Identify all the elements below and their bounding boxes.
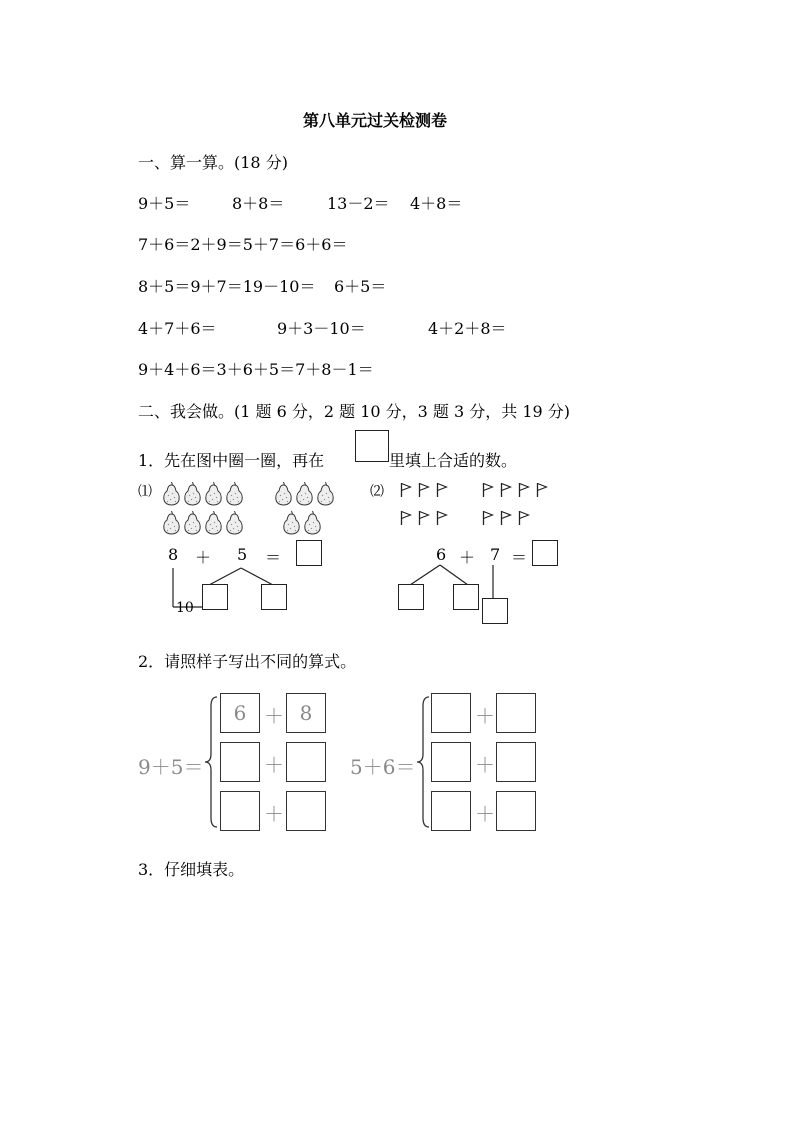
section1-heading: 一、算一算。(18 分) — [138, 153, 288, 172]
part2-split-box-1[interactable] — [398, 584, 424, 610]
problem: 4＋2＋8＝ — [428, 319, 507, 338]
pear-icon — [162, 481, 181, 506]
problem: 4＋8＝ — [410, 194, 463, 213]
flag-icon — [418, 510, 430, 526]
plus-sign: ＋ — [475, 753, 495, 777]
q2-right-row2-box-a[interactable] — [431, 742, 471, 782]
problem-row: 7＋6＝2＋9＝5＋7＝6＋6＝ — [138, 235, 348, 254]
pear-icon — [183, 510, 202, 535]
page-title: 第八单元过关检测卷 — [303, 111, 448, 130]
part2-split-box-2[interactable] — [453, 584, 479, 610]
problem: 9＋5＝ — [138, 194, 191, 213]
section2-heading: 二、我会做。(1 题 6 分，2 题 10 分，3 题 3 分，共 19 分) — [138, 402, 571, 421]
plus-sign: ＋ — [264, 753, 284, 777]
flag-icon — [418, 482, 430, 498]
q2-right-row2-box-b[interactable] — [496, 742, 536, 782]
flag-icon — [518, 482, 530, 498]
pear-icon — [282, 510, 301, 535]
q2-right-row1-box-a[interactable] — [431, 693, 471, 733]
q2-left-row1-box-a: 6 — [220, 693, 260, 733]
problem: 8＋8＝ — [232, 194, 285, 213]
part2-addend-a: 6 — [436, 545, 447, 564]
pear-icon — [225, 481, 244, 506]
problem: 6＋5＝ — [334, 277, 387, 296]
part1-addend-b: 5 — [237, 545, 248, 564]
flag-icon — [436, 482, 448, 498]
part1-operator: ＋ — [195, 548, 212, 567]
pear-icon — [295, 481, 314, 506]
q2-left-expression: 9＋5＝ — [138, 755, 204, 779]
pear-icon — [204, 510, 223, 535]
part2-split-box-3[interactable] — [482, 598, 508, 624]
q2-left-row3-box-b[interactable] — [286, 791, 326, 831]
problem: 13－2＝ — [327, 194, 390, 213]
flag-icon — [500, 510, 512, 526]
problem: 4＋7＋6＝ — [138, 319, 217, 338]
plus-sign: ＋ — [264, 704, 284, 728]
left-brace-icon — [203, 694, 221, 830]
flag-icon — [482, 482, 494, 498]
pear-icon — [183, 481, 202, 506]
plus-sign: ＋ — [264, 802, 284, 826]
problem-row: 9＋4＋6＝3＋6＋5＝7＋8－1＝ — [138, 360, 374, 379]
part1-split-box-2[interactable] — [261, 584, 287, 610]
flag-icon — [518, 510, 530, 526]
q2-right-row3-box-b[interactable] — [496, 791, 536, 831]
part1-addend-a: 8 — [168, 545, 179, 564]
flag-icon — [536, 482, 548, 498]
pear-icon — [303, 510, 322, 535]
flag-icon — [400, 482, 412, 498]
part2-operator: ＋ — [459, 548, 476, 567]
q2-left-row2-box-a[interactable] — [220, 742, 260, 782]
q2-right-expression: 5＋6＝ — [350, 755, 416, 779]
plus-sign: ＋ — [475, 704, 495, 728]
pear-icon — [274, 481, 293, 506]
part2-answer-box[interactable] — [532, 540, 558, 566]
problem-row: 8＋5＝9＋7＝19－10＝ — [138, 277, 316, 296]
flag-icon — [482, 510, 494, 526]
q1-text-after: 里填上合适的数。 — [389, 451, 518, 470]
pear-icon — [225, 510, 244, 535]
part1-split-box-1[interactable] — [202, 584, 228, 610]
problem: 9＋3－10＝ — [277, 319, 366, 338]
q1-text-before: 1．先在图中圈一圈，再在 — [138, 451, 325, 470]
plus-sign: ＋ — [475, 802, 495, 826]
part1-equals: ＝ — [265, 548, 282, 567]
flag-icon — [436, 510, 448, 526]
q2-left-row1-box-b: 8 — [286, 693, 326, 733]
pear-icon — [162, 510, 181, 535]
part1-label: ⑴ — [138, 484, 152, 500]
pear-icon — [316, 481, 335, 506]
part2-label: ⑵ — [370, 484, 384, 500]
part1-split-given: 10 — [176, 600, 194, 616]
q2-left-row2-box-b[interactable] — [286, 742, 326, 782]
answer-box-legend — [355, 430, 389, 462]
q2-text: 2．请照样子写出不同的算式。 — [138, 652, 357, 671]
flag-icon — [500, 482, 512, 498]
flag-icon — [400, 510, 412, 526]
q2-right-row1-box-b[interactable] — [496, 693, 536, 733]
q3-text: 3．仔细填表。 — [138, 860, 245, 879]
part2-addend-b: 7 — [490, 545, 501, 564]
pear-icon — [204, 481, 223, 506]
q2-right-row3-box-a[interactable] — [431, 791, 471, 831]
part2-equals: ＝ — [511, 548, 528, 567]
q2-left-row3-box-a[interactable] — [220, 791, 260, 831]
